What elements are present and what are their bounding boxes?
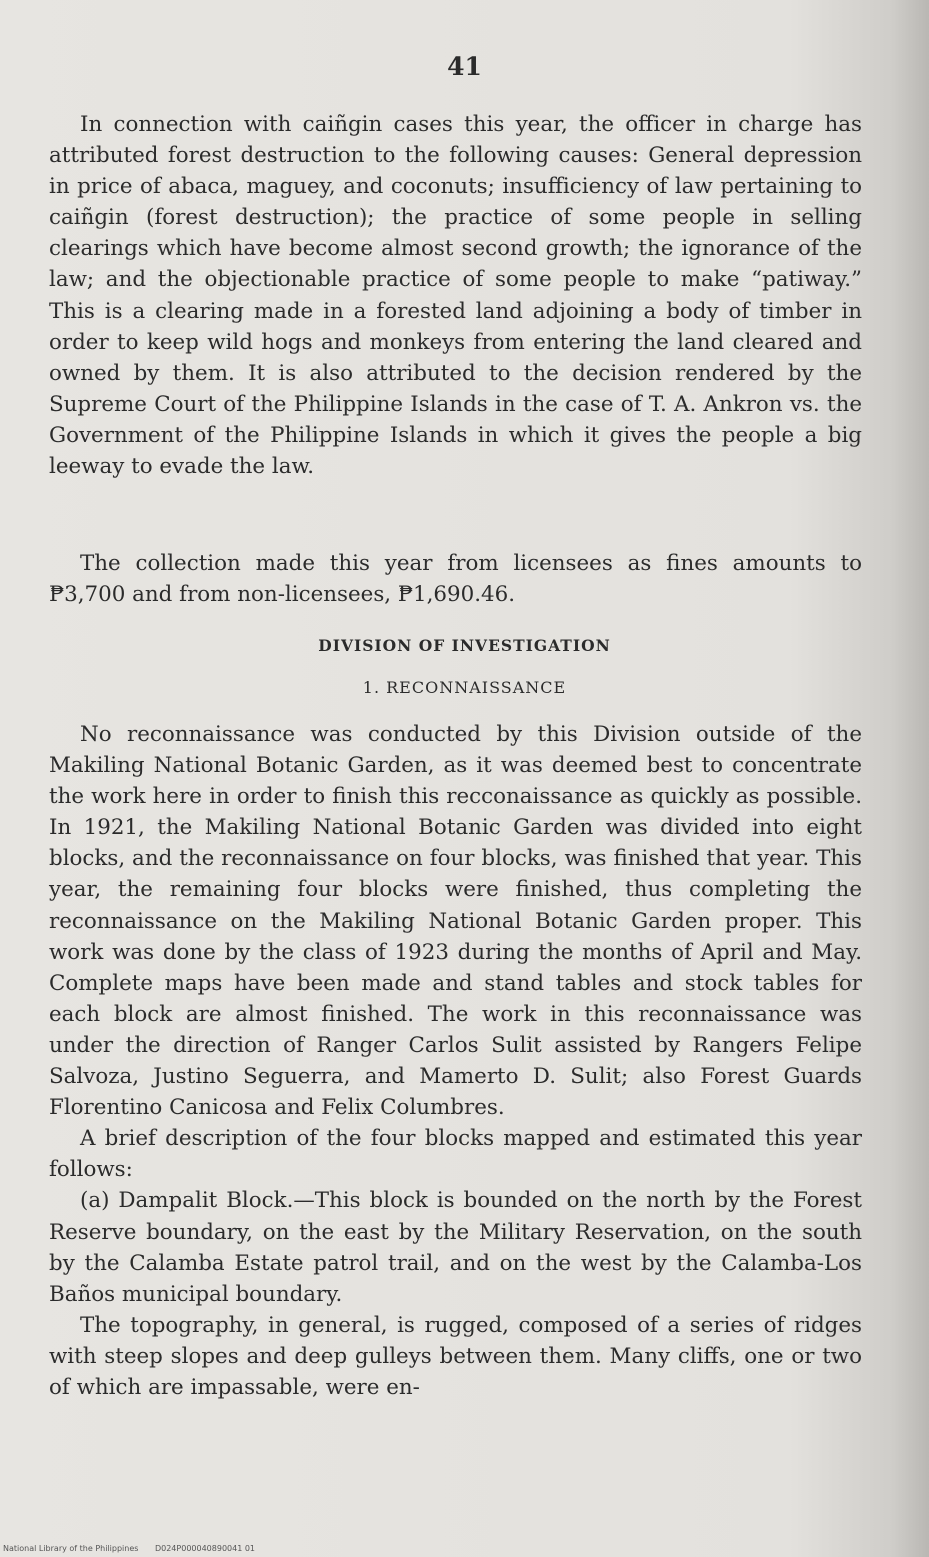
paragraph-blocks-intro: A brief description of the four blocks mapped and estimated this year follows: [49,1126,862,1183]
paragraph-topography: The topography, in general, is rugged, composed of a series of ridges with steep slopes and deep gulleys between them. Many cliffs, one or two of which are impassable, were en- [49,1312,862,1400]
fines-collection-section [49,548,862,610]
scan-footer [3,1544,269,1553]
paragraph-reconnaissance: No reconnaissance was conducted by this Division outside of the Makiling National Botanic Garden, as it was deemed best to concentrate the work here in order to finish this recconaissance as quickly as possible. In 1921, the Makiling National Botanic Garden was divided into eight blocks, and the reconnaissance on four blocks, was finished that year. This year, the remaining four blocks were finished, thus completing the reconnaissance on the Makiling National Botanic Garden proper. This work was done by the class of 1923 during the months of April and May. Complete maps have been made and stand tables and stock tables for each block are almost finished. The work in this reconnaissance was under the direction of Ranger Carlos Sulit assisted by Rangers Felipe Salvoza, Justino Seguerra, and Mamerto D. Sulit; also Forest Guards Florentino Canicosa and Felix Columbres. [49,722,862,1121]
page-number: 41 [447,52,482,81]
paragraph-caingin-causes: In connection with caiñgin cases this year, the officer in charge has attributed forest destruction to the following causes: General depression in price of abaca, maguey, and coconuts; insufficiency of law pertaining to caiñgin (forest destruction); the practice of some people in selling clearings which have become almost second growth; the ignorance of the law; and the objectionable practice of some people to make “patiway.” This is a clearing made in a forested land adjoining a body of timber in order to keep wild hogs and monkeys from entering the land cleared and owned by them. It is also attributed to the decision rendered by the Supreme Court of the Philippine Islands in the case of T. A. Ankron vs. the Government of the Philippine Islands in which it gives the people a big leeway to evade the law. [49,112,862,480]
section-heading: 1. RECONNAISSANCE [362,678,567,697]
caingin-causes-section [49,109,862,482]
reconnaissance-section [49,719,862,1403]
footer-library: National Library of the Philippines [3,1544,139,1553]
footer-code: D024P000040890041 01 [154,1544,256,1553]
paragraph-dampalit-block: (a) Dampalit Block.—This block is bounded on the north by the Forest Reserve boundary, on the east by the Military Reservation, on the south by the Calamba Estate patrol trail, and on the west by the Calamba-Los Baños municipal boundary. [49,1188,862,1307]
paragraph-fines-collection: The collection made this year from licensees as fines amounts to ₱3,700 and from non-licensees, ₱1,690.46. [49,551,862,608]
division-heading: DIVISION OF INVESTIGATION [318,636,611,655]
